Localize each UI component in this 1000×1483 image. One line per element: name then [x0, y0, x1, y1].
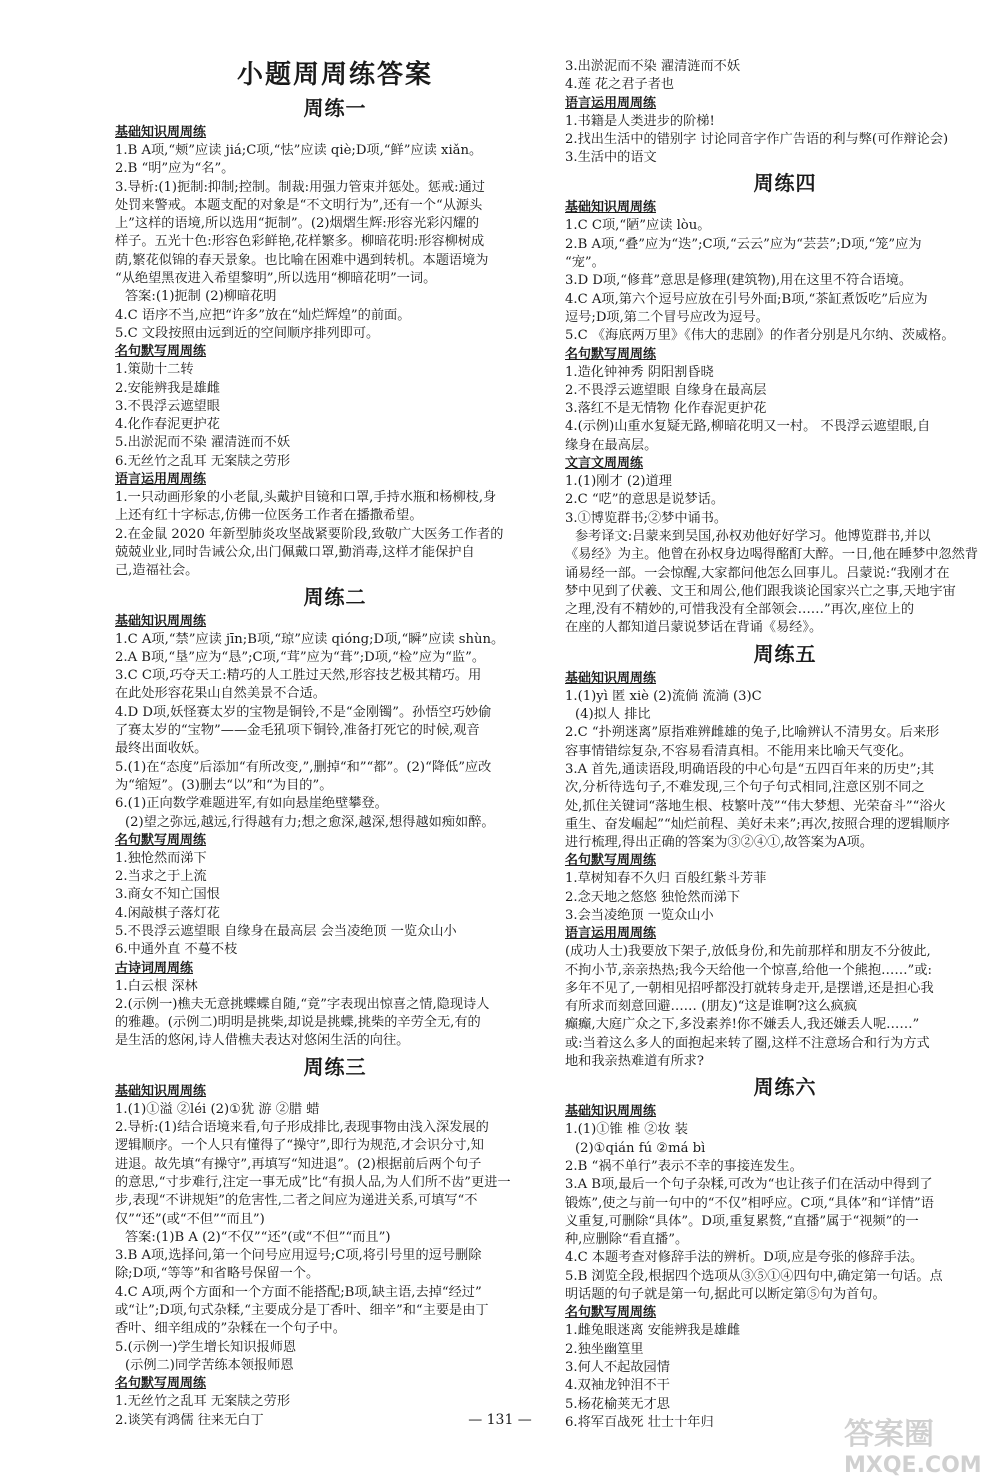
answer-line: 2.(示例一)樵夫无意挑蝶蝶自随,“竟”字表现出惊喜之情,隐现诗人 — [115, 996, 490, 1012]
answer-line: 《易经》为主。他曾在孙权身边喝得酩酊大醉。一日,他在睡梦中忽然背 — [565, 547, 979, 563]
week-heading: 周练四 — [753, 171, 817, 196]
section-heading: 基础知识周周练 — [115, 125, 207, 140]
week-heading: 周练一 — [303, 96, 367, 120]
answer-line: 5.B 浏览全段,根据四个选项从③⑤①④四句中,确定第一句话。点 — [565, 1268, 943, 1284]
week-heading: 周练三 — [303, 1054, 367, 1079]
answer-line: 5.杨花榆荚无才思 — [565, 1396, 670, 1412]
answer-line: 进退。故先填“有操守”,再填写“知进退”。(2)根据前后两个句子 — [115, 1156, 482, 1172]
answer-line: 3.何人不起故园情 — [565, 1359, 670, 1375]
answer-line: 锻炼”,使之与前一句中的“不仅”相呼应。C项,“具体”和“详情”语 — [565, 1195, 934, 1211]
answer-line: 参考译文:吕蒙来到吴国,孙权劝他好好学习。他博览群书,并以 — [575, 528, 931, 544]
section-heading: 语言运用周周练 — [565, 926, 657, 942]
answer-line: 5.出淤泥而不染 濯清涟而不妖 — [115, 435, 291, 451]
left-column — [115, 58, 555, 1430]
answer-line: 1.独怆然而涕下 — [115, 850, 207, 866]
answer-line: 2.导析:(1)结合语境来看,句子形成排比,表现事物由浅入深发展的 — [115, 1120, 489, 1136]
answer-line: 在此处形容花果山自然美景不合适。 — [115, 686, 326, 702]
answer-line: 5.(1)在“态度”后添加“有所改变,”,删掉“和”“都”。(2)“降低”应改 — [115, 759, 492, 775]
section-heading: 基础知识周周练 — [565, 1104, 657, 1120]
answer-line: 1.C A项,“禁”应读 jīn;B项,“琼”应读 qióng;D项,“瞬”应读 shùn。 — [115, 631, 505, 647]
answer-line: 3.A B项,最后一个句子杂糅,可改为“也让孩子们在活动中得到了 — [565, 1177, 933, 1193]
answer-line: 3.①博览群书;②梦中诵书。 — [565, 510, 728, 526]
answer-line: 答案:(1)扼制 (2)柳暗花明 — [125, 289, 277, 305]
answer-line: 的意思,“寸步难行,注定一事无成”比“有损人品,为人们所不齿”更进一 — [115, 1174, 511, 1190]
answer-line: 1.策勋十二转 — [115, 362, 194, 378]
section-heading: 文言文周周练 — [565, 456, 644, 472]
answer-line: 2.念天地之悠悠 独怆然而涕下 — [565, 889, 741, 905]
section-heading: 名句默写周周练 — [115, 344, 207, 360]
answer-line: 1.雌兔眼迷离 安能辨我是雄雌 — [565, 1323, 741, 1339]
answer-line: 4.闲敲棋子落灯花 — [115, 905, 220, 921]
answer-line: 多年不见了,一朝相见招呼都没打就转身走开,是摆谱,还是担心我 — [565, 980, 934, 996]
answer-line: 1.书籍是人类进步的阶梯! — [565, 113, 715, 129]
right-column — [565, 58, 1000, 1432]
answer-line: 5.C 文段按照由远到近的空间顺序排列即可。 — [115, 325, 380, 341]
answer-line: 3.A 首先,通读语段,明确语段的中心句是“五四百年来的历史”;其 — [565, 761, 935, 777]
answer-line: 1.B A项,“颊”应读 jiá;C项,“怯”应读 qiè;D项,“鲜”应读 xiǎn。 — [115, 143, 483, 158]
section-heading: 名句默写周周练 — [115, 1376, 207, 1392]
answer-line: 2.谈笑有鸿儒 往来无白丁 — [115, 1412, 264, 1428]
answer-line: 样子。五光十色:形容色彩鲜艳,花样繁多。柳暗花明:形容柳树成 — [115, 234, 485, 250]
answer-line: 2.找出生活中的错别字 讨论同音字作广告语的利与弊(可作辩论会) — [565, 131, 949, 147]
watermark-logo — [844, 1409, 994, 1477]
section-heading: 语言运用周周练 — [565, 95, 657, 111]
answer-line: 3.C C项,巧夺天工:精巧的人工胜过天然,形容技艺极其精巧。用 — [115, 668, 482, 684]
answer-line: 1.(1)①溢 ②léi (2)①犹 游 ②腊 蜡 — [115, 1101, 320, 1117]
answer-line: 之理,没有不精妙的,可惜我没有全部领会……”再次,座位上的 — [565, 602, 915, 618]
answer-line: 4.莲 花之君子者也 — [565, 77, 675, 93]
answer-line: 逗号;D项,第二个冒号应改为逗号。 — [565, 309, 769, 325]
answer-line: 4.(示例)山重水复疑无路,柳暗花明又一村。 不畏浮云遮望眼,自 — [565, 419, 931, 435]
answer-line: 1.C C项,“陋”应读 lòu。 — [565, 218, 711, 234]
answer-line: 2.B “明”应为“名”。 — [115, 161, 235, 177]
answer-line: 2.C “扑朔迷离”原指难辨雌雄的兔子,比喻辨认不清男女。后来形 — [565, 725, 940, 741]
answer-line: (2)①qián fú ②má bì — [575, 1140, 706, 1156]
answer-line: 5.(示例一)学生增长知识报师恩 — [115, 1339, 297, 1355]
answer-line: 4.C A项,两个方面和一个方面不能搭配;B项,缺主语,去掉“经过” — [115, 1284, 482, 1300]
section-heading: 基础知识周周练 — [565, 200, 657, 216]
answer-line: 诵易经一部。一会惊醒,大家都问他怎么回事儿。吕蒙说:“我刚才在 — [565, 565, 950, 581]
answer-line: 4.C 语序不当,应把“许多”放在“灿烂辉煌”的前面。 — [115, 307, 411, 323]
answer-line: 进行梳理,得出正确的答案为③②④①,故答案为A项。 — [565, 835, 874, 851]
answer-line: 不拘小节,亲亲热热;我今天给他一个惊喜,给他一个熊抱……”或: — [565, 962, 932, 978]
answer-line: 1.(1)刚才 (2)道理 — [565, 474, 672, 490]
answer-line: 荫,繁花似锦的春天景象。也比喻在困难中遇到转机。本题语境为 — [115, 252, 489, 268]
answer-line: “从绝望黑夜进入希望黎明”,所以选用“柳暗花明”一词。 — [115, 271, 437, 287]
answer-line: 梦中见到了伏羲、文王和周公,他们跟我谈论国家兴亡之事,天地宇宙 — [565, 583, 956, 599]
answer-line: 1.草树知春不久归 百般红紫斗芳菲 — [565, 871, 767, 887]
answer-line: 3.导析:(1)扼制:抑制;控制。制裁:用强力管束并惩处。惩戒:通过 — [115, 179, 485, 195]
answer-line: 或“让”;D项,句式杂糅,“主要成分是丁香叶、细辛”和“主要是由丁 — [115, 1303, 489, 1319]
answer-line: 了赛太岁的“宝物”——金毛犼项下铜铃,准备打死它的时候,观音 — [115, 723, 480, 739]
answer-line: 6.中通外直 不蔓不枝 — [115, 942, 238, 958]
answer-line: 容事情错综复杂,不容易看清真相。不能用来比喻天气变化。 — [565, 743, 913, 759]
answer-line: (成功人士)我要放下架子,放低身份,和先前那样和朋友不分彼此, — [565, 944, 931, 960]
answer-line: 次,分析待选句子,不难发现,三个句子句式相同,注意区别不同之 — [565, 780, 925, 796]
answer-line: 处,抓住关键词“落地生根、枝繁叶茂”“伟大梦想、光荣奋斗”“浴火 — [565, 798, 946, 814]
week-heading: 周练五 — [753, 641, 817, 666]
answer-line: 2.安能辨我是雄雌 — [115, 380, 220, 396]
answer-line: 3.B A项,选择问,第一个问号应用逗号;C项,将引号里的逗号删除 — [115, 1248, 482, 1264]
answer-line: 仅”“还”(或“不但”“而且”) — [115, 1211, 265, 1227]
week-heading: 周练二 — [303, 584, 367, 609]
answer-line: 4.双袖龙钟泪不干 — [565, 1378, 670, 1394]
answer-line: 3.落红不是无情物 化作春泥更护花 — [565, 401, 767, 417]
answer-line: 上”这样的语境,所以选用“扼制”。(2)烟熠生辉:形容光彩闪耀的 — [115, 216, 480, 232]
answer-line: (2)望之弥远,越远,行得越有力;想之愈深,越深,想得越如痴如醉。 — [125, 814, 495, 830]
answer-line: 地和我亲热难道有所求? — [565, 1054, 704, 1070]
answer-line: 在座的人都知道吕蒙说梦话在背诵《易经》。 — [565, 620, 823, 636]
answer-line: 是生活的悠闲,诗人借樵夫表达对悠闲生活的向往。 — [115, 1033, 410, 1049]
page-number: — 131 — — [468, 1412, 532, 1428]
answer-line: 或:当着这么多人的面抱起来转了圈,这样不注意场合和行为方式 — [565, 1035, 930, 1051]
answer-line: 重生、奋发崛起”“灿烂前程、美好未来”;再次,按照合理的逻辑顺序 — [565, 816, 950, 832]
answer-line: 有所求而刻意回避…… (朋友)“这是谁啊?这么疯疯 — [565, 999, 858, 1015]
section-heading: 名句默写周周练 — [565, 853, 657, 869]
section-heading: 古诗词周周练 — [115, 960, 194, 976]
section-heading: 基础知识周周练 — [115, 1083, 207, 1099]
answer-line: 为“缩短”。(3)删去“以”和“为目的”。 — [115, 777, 333, 793]
answer-line: 最终出面收妖。 — [115, 741, 208, 757]
answer-line: 5.不畏浮云遮望眼 自缘身在最高层 会当凌绝顶 一览众山小 — [115, 923, 457, 939]
answer-line: 2.当求之于上流 — [115, 869, 207, 885]
answer-line: 义重复,可删除“具体”。D项,重复累赘,“直播”属于“视频”的一 — [565, 1213, 919, 1229]
answer-line: (示例二)同学苦练本领报师恩 — [125, 1357, 294, 1373]
answer-line: 1.无丝竹之乱耳 无案牍之劳形 — [115, 1394, 291, 1410]
watermark-line2: MXQE.COM — [844, 1453, 982, 1478]
section-heading: 名句默写周周练 — [565, 346, 657, 362]
page-title: 小题周周练答案 — [236, 60, 433, 90]
section-heading: 名句默写周周练 — [565, 1305, 657, 1321]
answer-line: 答案:(1)B A (2)“不仅”“还”(或“不但”“而且”) — [125, 1229, 391, 1245]
answer-line: 6.(1)正向数学难题进军,有如向悬崖绝壁攀登。 — [115, 796, 388, 812]
answer-line: 1.(1)①锥 椎 ②妆 装 — [565, 1122, 688, 1138]
answer-line: 2.C “呓”的意思是说梦话。 — [565, 492, 725, 508]
answer-line: 3.D D项,“修葺”意思是修理(建筑物),用在这里不符合语境。 — [565, 273, 913, 289]
answer-line: 的雅趣。(示例二)明明是挑柴,却说是挑蝶,挑柴的辛劳全无,有的 — [115, 1015, 481, 1031]
answer-line: 2.B “祸不单行”表示不幸的事接连发生。 — [565, 1158, 803, 1174]
answer-line: 4.化作春泥更护花 — [115, 417, 220, 433]
answer-line: 缘身在最高层。 — [565, 437, 658, 453]
answer-line: 1.白云根 深林 — [115, 978, 198, 994]
answer-line: 明话题的句子就是第一句,据此可以断定第⑤句为首句。 — [565, 1287, 886, 1303]
answer-line: 4.D D项,妖怪赛太岁的宝物是铜铃,不是“金刚镯”。孙悟空巧妙偷 — [115, 704, 492, 720]
answer-line: 逻辑顺序。一个人只有懂得了“操守”,即行为规范,才会识分寸,知 — [115, 1138, 484, 1154]
section-heading: 名句默写周周练 — [115, 832, 207, 848]
answer-line: 香叶、细辛组成的”杂糅在一个句子中。 — [115, 1321, 346, 1337]
answer-line: 4.C A项,第六个逗号应放在引号外面;B项,“茶缸煮饭吃”后应为 — [565, 291, 928, 307]
answer-line: 1.造化钟神秀 阴阳割昏晓 — [565, 364, 714, 380]
answer-line: 6.将军百战死 壮士十年归 — [565, 1414, 714, 1430]
answer-line: 步,表现“不讲规矩”的危害性,二者之间应为递进关系,可填写“不 — [115, 1193, 478, 1209]
answer-line: 2.B A项,“叠”应为“迭”;C项,“云云”应为“芸芸”;D项,“笼”应为 — [565, 236, 922, 252]
answer-line: 2.不畏浮云遮望眼 自缘身在最高层 — [565, 382, 767, 398]
answer-line: 除;D项,“等等”和省略号保留一个。 — [115, 1266, 320, 1282]
answer-line: 5.C 《海底两万里》《伟大的悲剧》的作者分别是凡尔纳、茨威格。 — [565, 328, 955, 344]
answer-line: 6.无丝竹之乱耳 无案牍之劳形 — [115, 453, 291, 469]
answer-line: 3.会当凌绝顶 一览众山小 — [565, 907, 714, 923]
right-column-body — [565, 58, 1000, 1432]
answer-line: 1.(1)yì 匿 xiè (2)流倘 流淌 (3)C — [565, 688, 762, 704]
left-column-body — [115, 92, 555, 1430]
answer-line: 3.出淤泥而不染 濯清涟而不妖 — [565, 59, 741, 74]
answer-line: 种,应删除“看直播”。 — [565, 1232, 689, 1248]
answer-line: 3.不畏浮云遮望眼 — [115, 398, 220, 414]
answer-line: 2.A B项,“垦”应为“恳”;C项,“茸”应为“葺”;D项,“检”应为“监”。 — [115, 649, 486, 665]
answer-line: 3.生活中的语文 — [565, 150, 657, 166]
answer-line: (4)拟人 排比 — [575, 707, 651, 723]
answer-line: 4.C 本题考查对修辞手法的辨析。D项,应是夸张的修辞手法。 — [565, 1250, 924, 1266]
answer-line: 2.在金鼠 2020 年新型肺炎攻坚战紧要阶段,致敬广大医务工作者的 — [115, 526, 504, 542]
answer-line: 上还有红十字标志,仿佛一位医务工作者在播撒希望。 — [115, 508, 423, 524]
answer-line: 癫癫,大庭广众之下,多没素养!你不嫌丢人,我还嫌丢人呢……” — [565, 1017, 920, 1033]
watermark-line1: 答案圈 — [844, 1417, 934, 1452]
answer-line: 兢兢业业,同时告诫公众,出门佩戴口罩,勤消毒,这样才能保护自 — [115, 544, 475, 560]
answer-line: 1.一只动画形象的小老鼠,头戴护目镜和口罩,手持水瓶和杨柳枝,身 — [115, 490, 497, 506]
answer-line: “宠”。 — [565, 255, 605, 271]
answer-line: 己,造福社会。 — [115, 563, 199, 579]
answer-line: 处罚来警戒。本题支配的对象是“不文明行为”,还有一个“从源头 — [115, 197, 483, 213]
section-heading: 基础知识周周练 — [115, 613, 207, 629]
answer-line: 2.独坐幽篁里 — [565, 1341, 644, 1357]
answer-line: 3.商女不知亡国恨 — [115, 887, 220, 903]
section-heading: 基础知识周周练 — [565, 670, 657, 686]
section-heading: 语言运用周周练 — [115, 472, 207, 488]
week-heading: 周练六 — [753, 1075, 817, 1100]
